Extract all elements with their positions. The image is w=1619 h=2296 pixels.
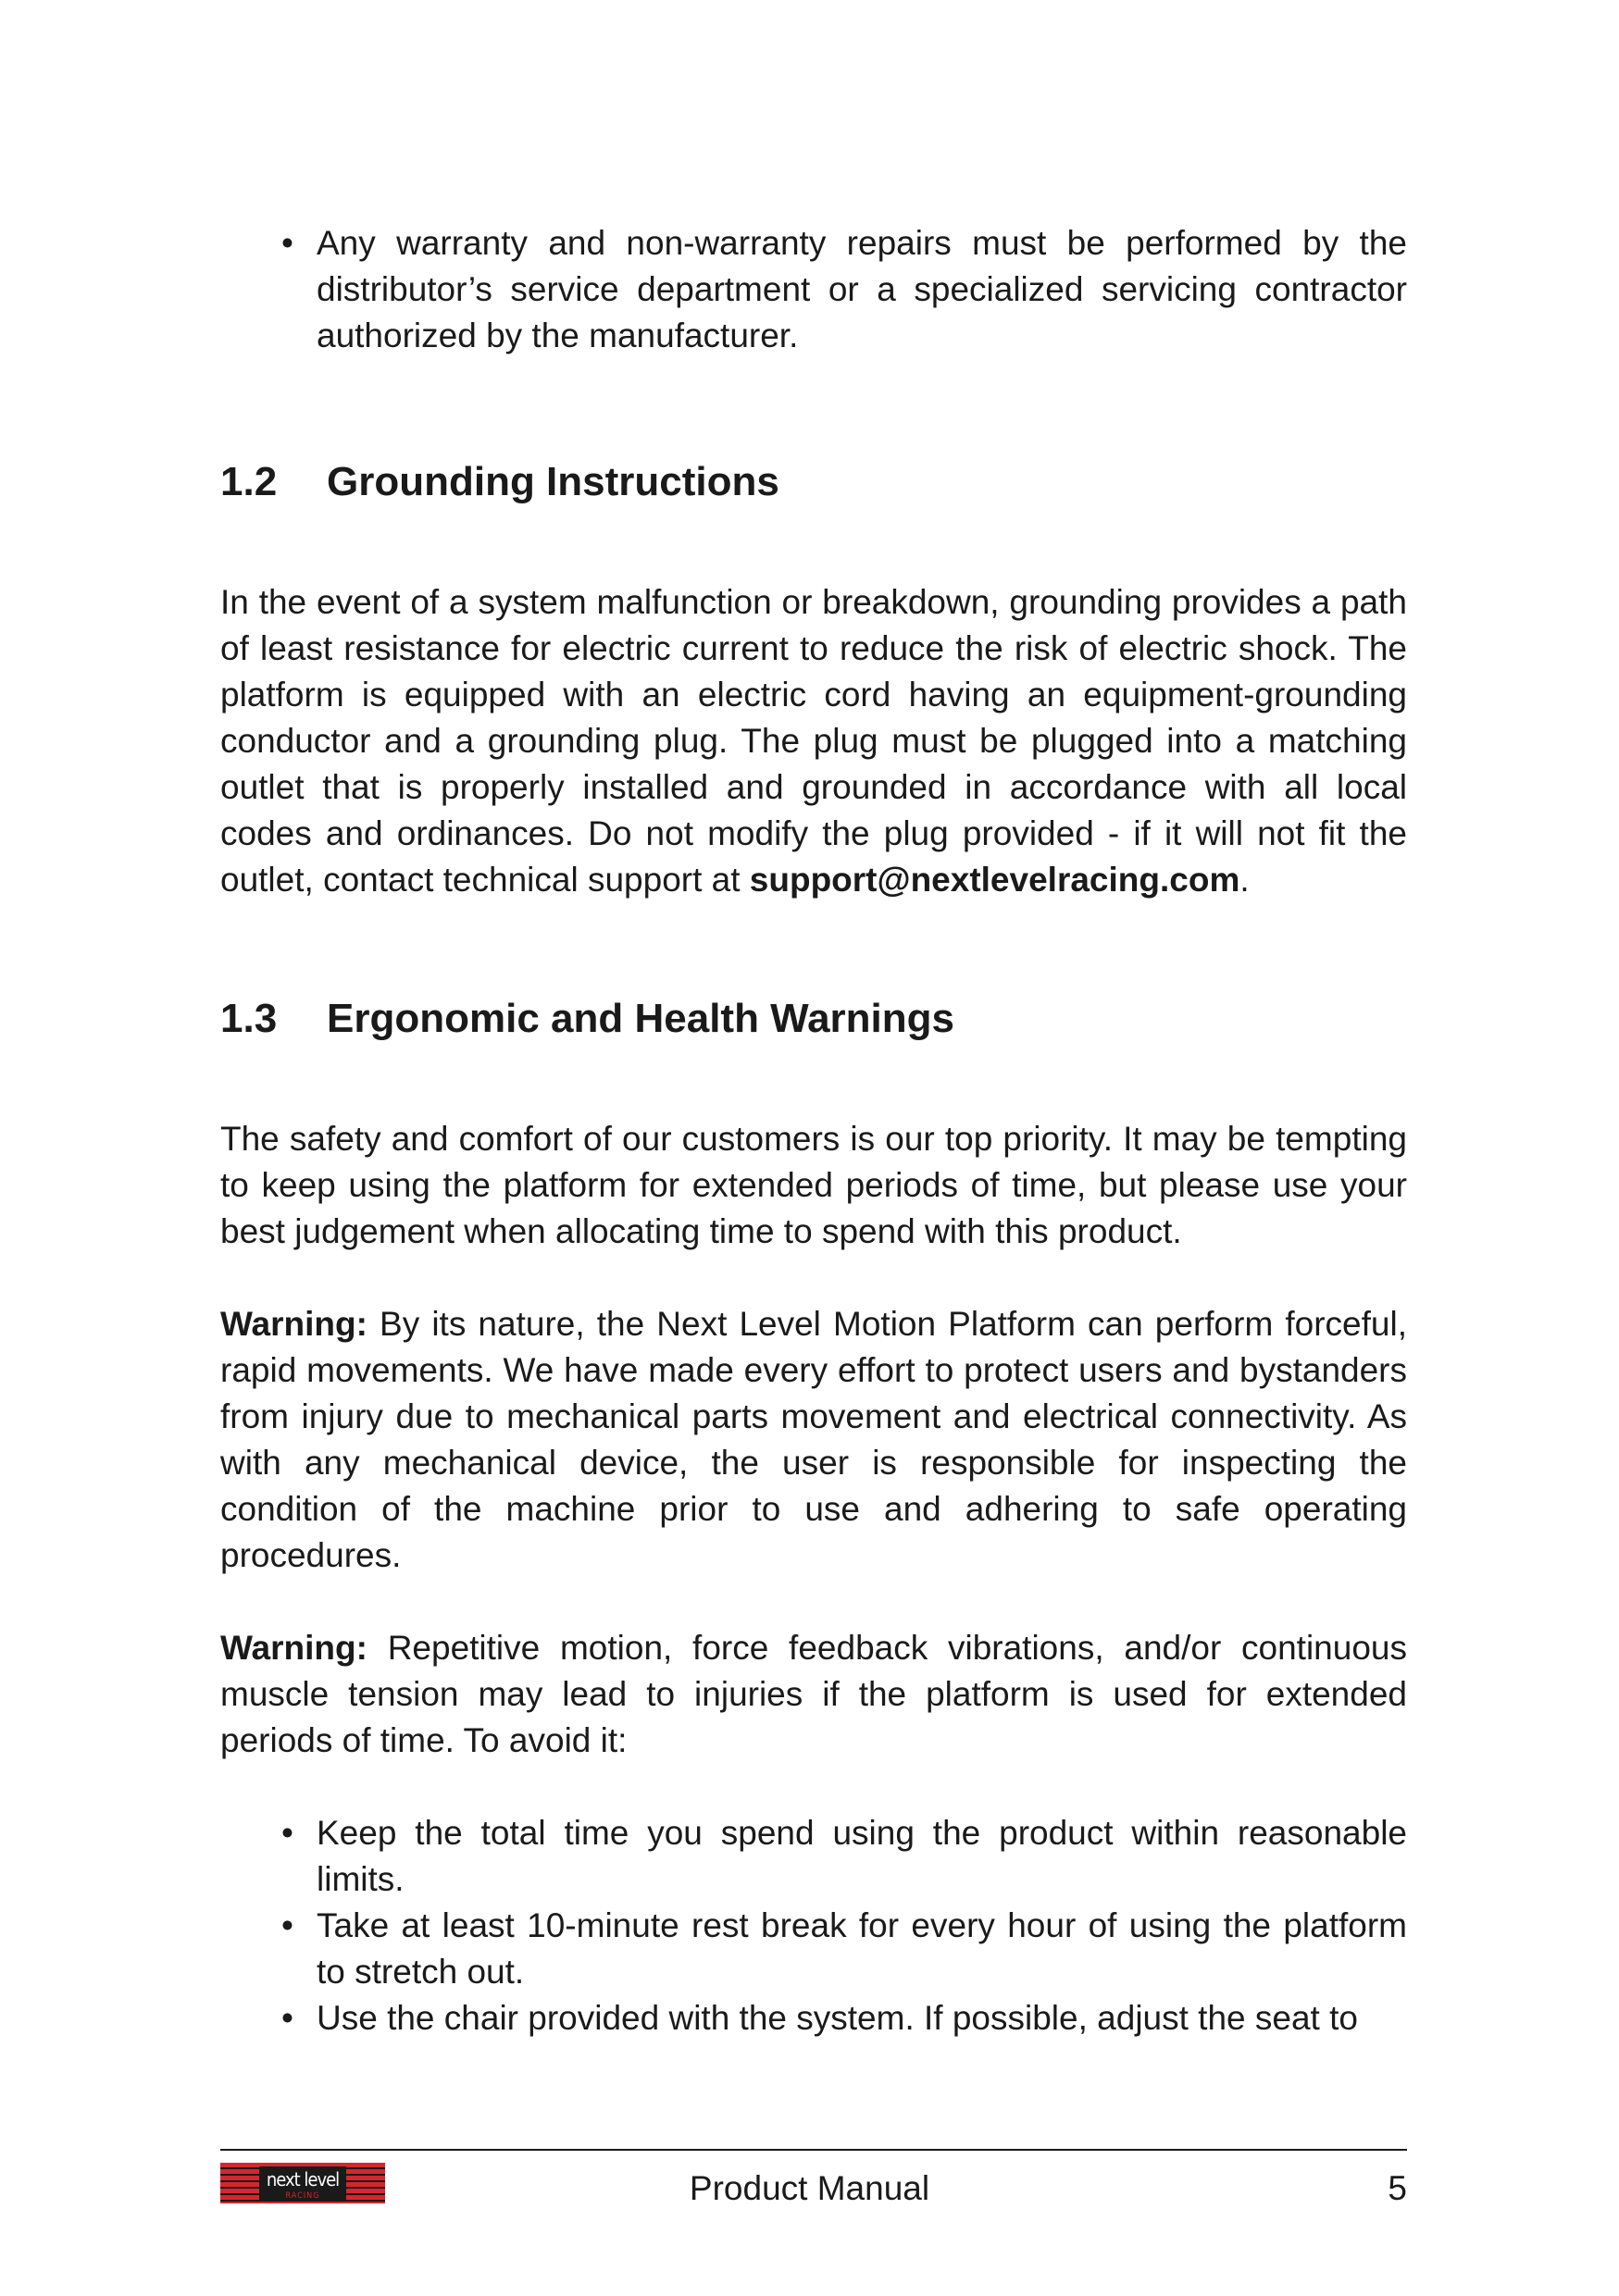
section-title: Ergonomic and Health Warnings <box>327 996 954 1041</box>
ergonomic-intro-paragraph: The safety and comfort of our customers is our top priority. It may be tempting to keep using the platform for extended periods of time, but please use your best judgement when allocating time to spend with this product. <box>220 1120 1407 1250</box>
warning-paragraph-repetitive <box>220 1625 1407 1764</box>
list-item: • Any warranty and non-warranty repairs must be performed by the distributor’s service department or a specialized servicing contractor authorized by the manufacturer. <box>317 220 1407 359</box>
grounding-text: In the event of a system malfunction or breakdown, grounding provides a path of least resistance for electric current to reduce the risk of electric shock. The platform is equipped with an electric cord having an equipment-grounding conductor and a grounding plug. The plug must be plugged into a matching outlet that is properly installed and grounded in accordance with all local codes and ordinances. Do not modify the plug provided - if it will not fit the outlet, contact technical support at <box>220 583 1407 899</box>
warning-text: Repetitive motion, force feedback vibrations, and/or continuous muscle tension may lead to injuries if the platform is used for extended periods of time. To avoid it: <box>220 1629 1407 1759</box>
list-item: • Take at least 10-minute rest break for every hour of using the platform to stretch out. <box>317 1903 1407 1995</box>
logo-text: next level <box>266 2167 340 2191</box>
section-heading-grounding <box>220 459 1407 505</box>
warning-label: Warning: <box>220 1305 367 1343</box>
page-content <box>220 220 1407 2042</box>
page-number: 5 <box>1388 2169 1407 2207</box>
section-heading-ergonomic <box>220 996 1407 1042</box>
avoidance-bullet-list <box>220 1810 1407 2042</box>
warning-label: Warning: <box>220 1629 367 1667</box>
section-number: 1.3 <box>220 996 278 1041</box>
section-title: Grounding Instructions <box>327 459 779 504</box>
support-email-link[interactable]: support@nextlevelracing.com <box>749 861 1240 899</box>
footer-title: Product Manual <box>689 2169 930 2207</box>
logo-subtext: RACING <box>285 2191 320 2201</box>
list-item: • Use the chair provided with the system. If possible, adjust the seat to <box>317 1995 1407 2042</box>
warning-text: By its nature, the Next Level Motion Platform can perform forceful, rapid movements. We have made every effort to protect users and bystanders from injury due to mechanical parts movement and electrical connectivity. As with any mechanical device, the user is responsible for inspecting the condition of the machine prior to use and adhering to safe operating procedures. <box>220 1305 1407 1574</box>
intro-bullet-list <box>220 220 1407 359</box>
list-item: • Keep the total time you spend using the product within reasonable limits. <box>317 1810 1407 1903</box>
footer-divider <box>220 2149 1407 2151</box>
section-number: 1.2 <box>220 459 278 504</box>
warning-paragraph-motion <box>220 1301 1407 1579</box>
grounding-text-end: . <box>1239 861 1250 899</box>
grounding-paragraph <box>220 579 1407 903</box>
